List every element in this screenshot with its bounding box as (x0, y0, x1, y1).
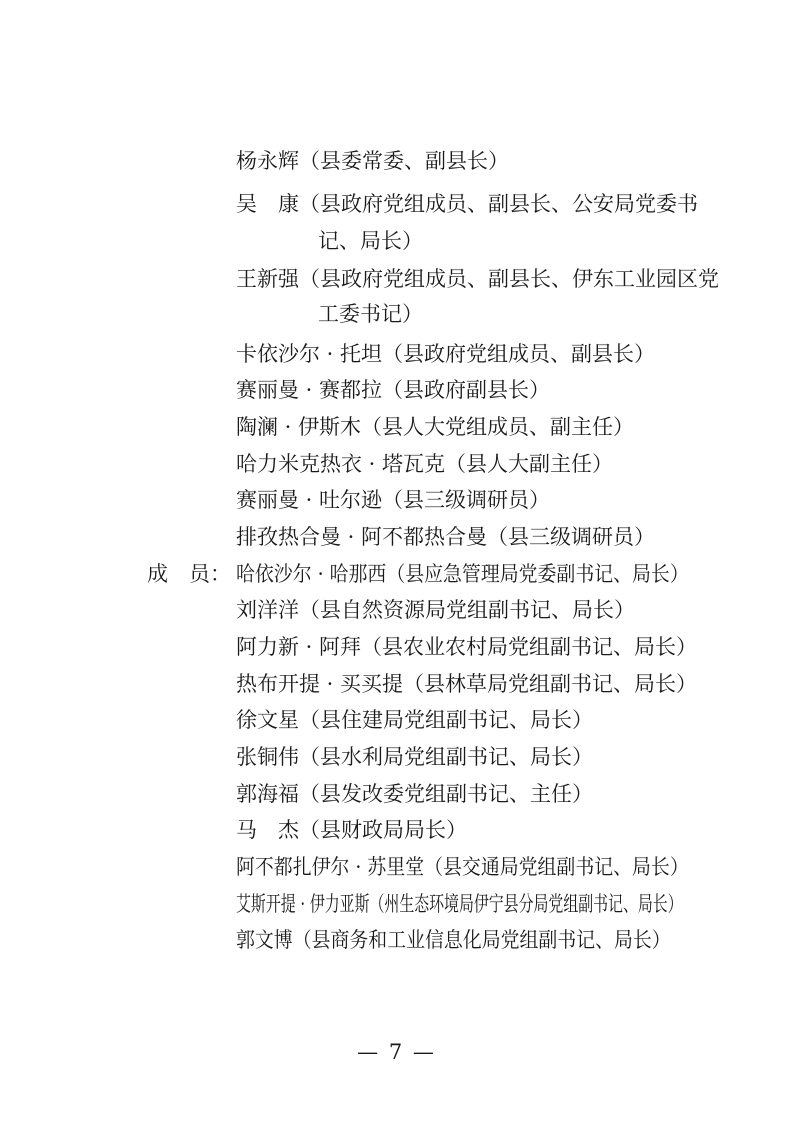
list-item: 陶澜 · 伊斯木（县人大党组成员、副主任） (236, 415, 635, 439)
list-item: 阿力新 · 阿拜（县农业农村局党组副书记、局长） (236, 635, 698, 659)
list-item: 王新强（县政府党组成员、副县长、伊东工业园区党 (236, 267, 719, 291)
list-item: 赛丽曼 · 吐尔逊（县三级调研员） (236, 488, 551, 512)
list-item: 哈力米克热衣 · 塔瓦克（县人大副主任） (236, 452, 614, 476)
list-item: 排孜热合曼 · 阿不都热合曼（县三级调研员） (236, 525, 656, 549)
list-item: 热布开提 · 买买提（县林草局党组副书记、局长） (236, 672, 698, 696)
list-item: 哈依沙尔 · 哈那西（县应急管理局党委副书记、局长） (236, 562, 689, 586)
list-item-continuation: 记、局长） (318, 229, 423, 253)
list-item: 张铜伟（县水利局党组副书记、局长） (236, 745, 593, 769)
list-item: 马 杰（县财政局局长） (236, 818, 467, 842)
list-item: 郭文博（县商务和工业信息化局党组副书记、局长） (236, 928, 671, 952)
list-item: 卡依沙尔 · 托坦（县政府党组成员、副县长） (236, 342, 656, 366)
list-item: 赛丽曼 · 赛都拉（县政府副县长） (236, 378, 551, 402)
list-item: 徐文星（县住建局党组副书记、局长） (236, 708, 593, 732)
list-item-continuation: 工委书记） (318, 302, 423, 326)
members-label: 成 员： (147, 562, 231, 586)
list-item: 艾斯开提 · 伊力亚斯（州生态环境局伊宁县分局党组副书记、局长） (236, 892, 683, 916)
list-item: 郭海福（县发改委党组副书记、主任） (236, 782, 593, 806)
list-item: 吴 康（县政府党组成员、副县长、公安局党委书 (236, 192, 698, 216)
list-item: 刘洋洋（县自然资源局党组副书记、局长） (236, 598, 635, 622)
list-item: 阿不都扎伊尔 · 苏里堂（县交通局党组副书记、局长） (236, 855, 689, 879)
page-number: — 7 — (357, 1040, 436, 1064)
list-item: 杨永辉（县委常委、副县长） (236, 149, 509, 173)
